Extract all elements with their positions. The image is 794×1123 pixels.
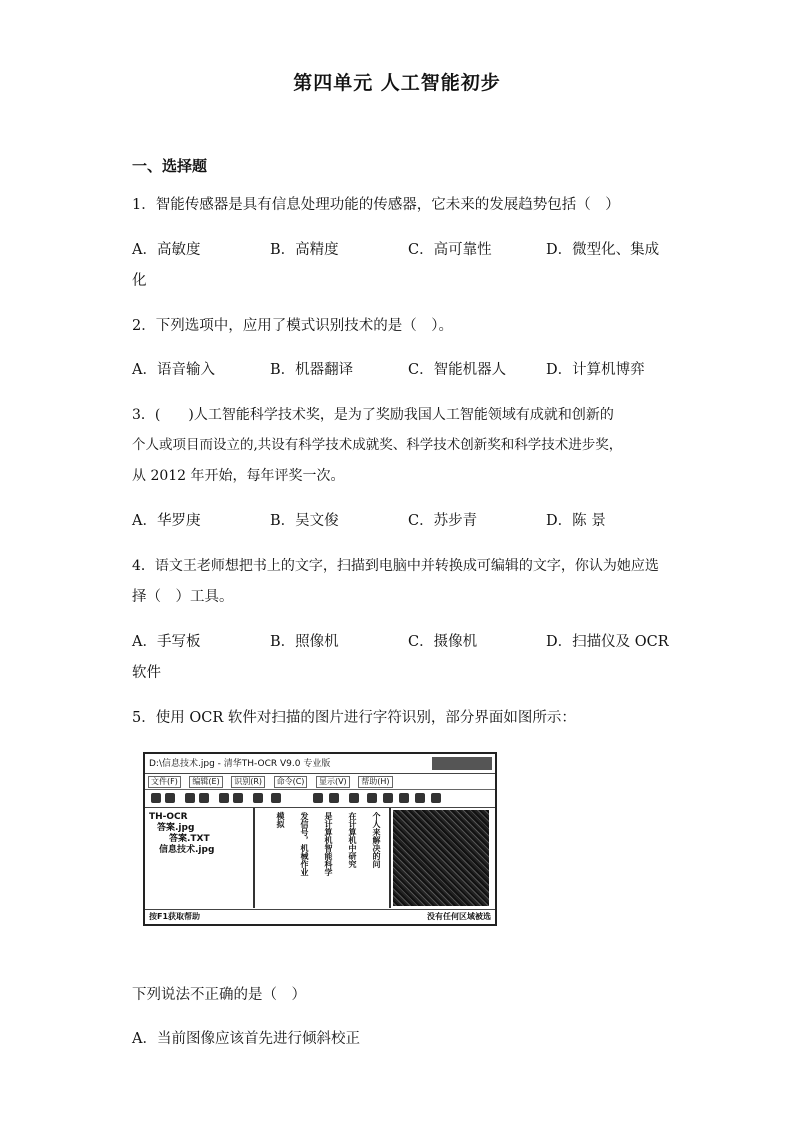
page-icon — [271, 793, 281, 803]
save-icon — [165, 793, 175, 803]
option-d-wrap: 软件 — [132, 665, 161, 681]
section-heading: 一、选择题 — [132, 157, 208, 175]
pane-divider — [389, 808, 391, 908]
option-d: D．计算机博弈 — [546, 362, 645, 378]
question-4-line-2: 择（ ）工具。 — [132, 589, 234, 605]
menu-bar — [145, 775, 495, 790]
question-3-line-3: 从 2012 年开始，每年评奖一次。 — [132, 468, 345, 484]
arrow-icon — [349, 793, 359, 803]
question-5-prompt: 下列说法不正确的是（ ） — [132, 987, 306, 1003]
scan-icon — [199, 793, 209, 803]
text-column: 是计算机智能科学 — [324, 812, 333, 876]
status-right: 没有任何区域被选 — [427, 912, 491, 921]
page-title: 第四单元 人工智能初步 — [293, 72, 501, 94]
question-3-line-2: 个人或项目而设立的,共设有科学技术成就奖、科学技术创新奖和科学技术进步奖， — [132, 437, 623, 453]
option-b: B．吴文俊 — [270, 513, 339, 529]
option-b: B．机器翻译 — [270, 362, 354, 378]
option-a: A．手写板 — [132, 634, 201, 650]
option-c: C．智能机器人 — [408, 362, 507, 378]
select-icon — [415, 793, 425, 803]
status-left: 按F1获取帮助 — [149, 912, 201, 921]
question-1-options — [132, 235, 672, 265]
tree-root: TH-OCR — [149, 812, 188, 822]
menu-edit: 编辑(E) — [189, 776, 222, 788]
fit-icon — [431, 793, 441, 803]
option-d: D．陈 景 — [546, 513, 606, 529]
option-d-wrap: 化 — [132, 273, 147, 289]
menu-help: 帮助(H) — [358, 776, 392, 788]
scanned-image-preview — [393, 810, 489, 906]
option-a: A．语音输入 — [132, 362, 215, 378]
text-column: 发信号，机械作业 — [300, 812, 309, 876]
option-c: C．苏步青 — [408, 513, 478, 529]
question-4-line-1: 4．语文王老师想把书上的文字，扫描到电脑中并转换成可编辑的文字，你认为她应选 — [132, 558, 659, 574]
option-a: A．当前图像应该首先进行倾斜校正 — [132, 1031, 360, 1047]
status-bar — [145, 909, 495, 924]
text-icon — [313, 793, 323, 803]
pane-divider — [253, 808, 255, 908]
question-2-options — [132, 355, 672, 385]
recognize-icon — [219, 793, 229, 803]
zoom-in-icon — [367, 793, 377, 803]
rotate-icon — [233, 793, 243, 803]
question-5-stem: 5．使用 OCR 软件对扫描的图片进行字符识别，部分界面如图所示： — [132, 710, 576, 726]
text-column: 模拟 — [276, 812, 285, 828]
menu-file: 文件(F) — [148, 776, 181, 788]
text-column: 个人来解决的问 — [372, 812, 381, 868]
question-2-stem: 2．下列选项中，应用了模式识别技术的是（ ）。 — [132, 318, 453, 334]
open-icon — [151, 793, 161, 803]
option-c: C．摄像机 — [408, 634, 478, 650]
tree-item: 信息技术.jpg — [159, 845, 215, 855]
menu-recognize: 识别(R) — [231, 776, 265, 788]
menu-command: 命令(C) — [274, 776, 308, 788]
option-c: C．高可靠性 — [408, 242, 492, 258]
option-b: B．高精度 — [270, 242, 339, 258]
tree-item: 答案.TXT — [169, 834, 210, 844]
menu-view: 显示(V) — [316, 776, 350, 788]
option-b: B．照像机 — [270, 634, 339, 650]
window-title: D:\信息技术.jpg - 清华TH-OCR V9.0 专业版 — [145, 754, 495, 774]
dropdown-icon — [329, 793, 339, 803]
recognized-text-pane — [257, 812, 387, 904]
option-a: A．华罗庚 — [132, 513, 201, 529]
ocr-software-screenshot — [143, 752, 497, 926]
tree-item: 答案.jpg — [157, 823, 195, 833]
option-a: A．高敏度 — [132, 242, 201, 258]
question-4-options — [132, 627, 672, 657]
toolbar — [145, 790, 495, 808]
print-icon — [185, 793, 195, 803]
hand-icon — [399, 793, 409, 803]
tool-icon — [253, 793, 263, 803]
option-d: D．扫描仪及 OCR — [546, 634, 669, 650]
question-1-stem: 1．智能传感器是具有信息处理功能的传感器，它未来的发展趋势包括（ ） — [132, 197, 620, 213]
option-d: D．微型化、集成 — [546, 242, 660, 258]
text-column: 在计算机中研究 — [348, 812, 357, 868]
file-tree — [149, 812, 251, 902]
window-controls-icon — [432, 757, 492, 770]
question-3-line-1: 3．( )人工智能科学技术奖，是为了奖励我国人工智能领域有成就和创新的 — [132, 407, 614, 423]
question-3-options — [132, 506, 672, 536]
zoom-out-icon — [383, 793, 393, 803]
